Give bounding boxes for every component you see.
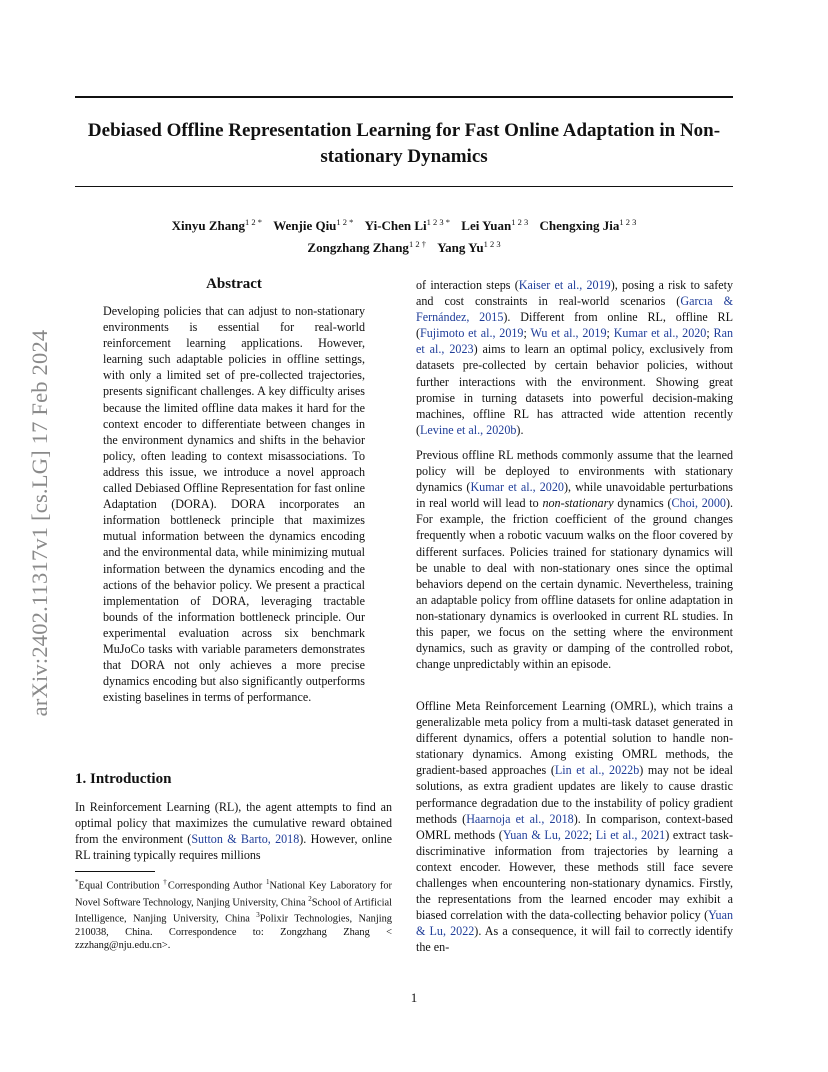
citation-link[interactable]: Kumar et al., 2020: [613, 326, 707, 341]
citation-link[interactable]: Haarnoja et al., 2018: [466, 811, 574, 826]
section-heading-introduction: 1. Introduction: [75, 771, 172, 787]
author: Chengxing Jia$^{1 2 3}$: [539, 217, 637, 233]
citation-link[interactable]: Sutton & Barto, 2018: [191, 832, 300, 847]
author: Xinyu Zhang$^{1 2 *}$: [171, 217, 262, 233]
citation-link[interactable]: Choi, 2000: [671, 496, 726, 511]
title-top-rule: [75, 96, 733, 98]
author: Yi-Chen $Li^{1 2 3 *}$: [364, 217, 451, 233]
citation-link[interactable]: Garcıa & Fernández, 2015: [416, 294, 734, 325]
paper-title: Debiased Offline Representation Learning for Fast Online Adaptation in Non-stationary Dynamics: [87, 120, 721, 167]
abstract-heading: Abstract: [206, 276, 262, 292]
arxiv-sidebar-stamp: [18, 288, 62, 758]
paragraph-offline-rl: of interaction steps (Kaiser et al., 2019), posing a risk to safety and cost constraints in real-world scenarios (Garcıa & Fernández, 2015). Different from online RL, offline RL (Fujimoto et al., 2019; Wu et al., 2019; Kumar et al., 2020; Ran et al., 2023) aims to learn an optimal policy, exclusively from datasets pre-collected by certain behavior policies, without further interactions with the environment. Showing great promise in turning datasets into powerful decision-making machines, offline RL has attracted wide attention recently (Levine et al., 2020b).: [416, 278, 734, 437]
author: Zongzhang Zhang$^{1 2 \dagger}$: [307, 239, 426, 255]
author-list: [75, 213, 733, 257]
citation-link[interactable]: Fujimoto et al., 2019: [420, 326, 524, 341]
title-bottom-rule: [75, 186, 733, 187]
intro-paragraph: In Reinforcement Learning (RL), the agent attempts to find an optimal policy that maximizes the cumulative reward obtained from the environment (Sutton & Barto, 2018). However, online RL training typically requires millions: [75, 800, 392, 863]
footnote-rule: [75, 871, 155, 872]
affiliation-footnote: *Equal Contribution †Corresponding Author $^1$National Key Laboratory for Novel Software Technology, Nanjing University, China $^2$School of Artificial Intelligence, Nanjing University, China $^3$Polixir Technologies, Nanjing 210038, China. Correspondence to: Zongzhang Zhang < zzzhang@nju.edu.cn>.: [75, 878, 392, 952]
paragraph-omrl: Offline Meta Reinforcement Learning (OMRL), which trains a generalizable meta policy from a multi-task dataset generated in different dynamics, offers a potential solution to handle non-stationary dynamics. Among existing OMRL methods, the gradient-based approaches (Lin et al., 2022b) may not be ideal solutions, as extra gradient updates are likely to cause drastic performance degradation due to the instability of policy gradient methods (Haarnoja et al., 2018). In comparison, context-based OMRL methods (Yuan & Lu, 2022; Li et al., 2021) extract task-discriminative information from trajectories by learning a context encoder. However, these methods still face severe challenges when encountering non-stationary dynamics. Firstly, the representations from the learned encoder may exhibit a biased correlation with the data-collecting behavior policy (Yuan & Lu, 2022). As a consequence, it will fail to correctly identify the en-: [416, 699, 733, 955]
author: Wenjie Qiu$^{1 2 *}$: [273, 217, 354, 233]
abstract-text: Developing policies that can adjust to non-stationary environments is essential for real-world reinforcement learning applications. However, learning such adaptable policies in offline settings, with only a limited set of pre-collected trajectories, presents significant challenges. A key difficulty arises because the limited offline data makes it hard for the context encoder to differentiate between changes in the environment dynamics and shifts in the behavior policy, often leading to context misassociations. To address this issue, we introduce a novel approach called Debiased Offline Representation for fast online Adaptation (DORA). DORA incorporates an information bottleneck principle that maximizes mutual information between the dynamics encoding and the environmental data, while minimizing mutual information between the dynamics encoding and the actions of the behavior policy. We present a practical implementation of DORA, leveraging tractable bounds of the information bottleneck principle. Our experimental evaluation across six benchmark MuJoCo tasks with variable parameters demonstrates that DORA not only achieves a more precise dynamics encoding but also significantly outperforms existing baselines in terms of performance.: [103, 304, 365, 705]
citation-link[interactable]: Yuan & Lu, 2022: [502, 827, 589, 842]
author: Yang $Yu^{1 2 3}$: [437, 239, 501, 255]
citation-link[interactable]: Wu et al., 2019: [530, 326, 607, 341]
citation-link[interactable]: Levine et al., 2020b: [420, 422, 517, 437]
paragraph-non-stationary: Previous offline RL methods commonly assume that the learned policy will be deployed to environments with stationary dynamics (Kumar et al., 2020), while unavoidable perturbations in real world will lead to non-stationary dynamics (Choi, 2000). For example, the friction coefficient of the ground changes frequently when a robotic vacuum walks on the floor covered by different surfaces. Policies trained for stationary dynamics will be unable to deal with non-stationary ones since the optimal behaviors depend on the certain dynamic. Nevertheless, training an adaptable policy from offline datasets for online adaptation in non-stationary dynamics is overlooked in current RL studies. In this paper, we focus on the setting where the environment dynamics, such as gravity or damping of the controlled robot, change unpredictably within an episode.: [416, 448, 734, 672]
page-number: 1: [410, 990, 418, 1005]
citation-link[interactable]: Kumar et al., 2020: [470, 480, 564, 495]
arxiv-identifier: arXiv:2402.11317v1 [cs.LG] 17 Feb 2024: [27, 329, 52, 717]
citation-link[interactable]: Yuan & Lu, 2022: [416, 908, 733, 939]
author: Lei Yuan$^{1 2 3}$: [461, 217, 529, 233]
citation-link[interactable]: Ran et al., 2023: [416, 326, 734, 357]
citation-link[interactable]: Li et al., 2021: [595, 827, 666, 842]
citation-link[interactable]: Kaiser et al., 2019: [518, 278, 611, 292]
citation-link[interactable]: Lin et al., 2022b: [554, 763, 640, 778]
